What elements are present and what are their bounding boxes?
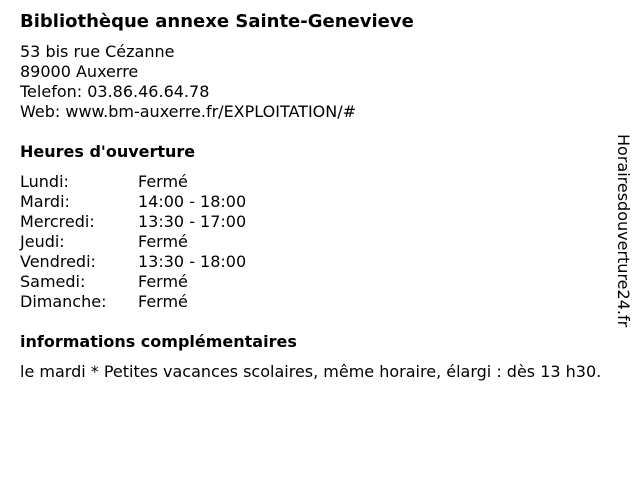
hours-row — [20, 192, 610, 212]
hours-value: Fermé — [138, 292, 188, 311]
day-label: Vendredi: — [20, 252, 96, 271]
address-street: 53 bis rue Cézanne — [20, 42, 175, 61]
opening-hours-title: Heures d'ouverture — [20, 142, 196, 161]
day-label: Jeudi: — [20, 232, 65, 251]
day-label: Samedi: — [20, 272, 86, 291]
hours-value: 13:30 - 18:00 — [138, 252, 247, 271]
address-city: 89000 Auxerre — [20, 62, 139, 81]
hours-row — [20, 272, 610, 292]
additional-info-title: informations complémentaires — [20, 332, 297, 351]
opening-hours-table — [20, 172, 610, 312]
hours-value: Fermé — [138, 172, 188, 191]
hours-row — [20, 252, 610, 272]
hours-row — [20, 292, 610, 312]
hours-row — [20, 172, 610, 192]
hours-value: 13:30 - 17:00 — [138, 212, 247, 231]
page-title: Bibliothèque annexe Sainte-Genevieve — [20, 11, 414, 32]
website: Web: www.bm-auxerre.fr/EXPLOITATION/# — [20, 102, 357, 121]
day-label: Mercredi: — [20, 212, 95, 231]
address-block — [20, 42, 610, 122]
site-watermark: Horairesdouverture24.fr — [614, 134, 633, 328]
hours-value: Fermé — [138, 272, 188, 291]
day-label: Dimanche: — [20, 292, 107, 311]
day-label: Mardi: — [20, 192, 70, 211]
day-label: Lundi: — [20, 172, 69, 191]
library-info — [20, 10, 610, 382]
hours-value: 14:00 - 18:00 — [138, 192, 247, 211]
hours-row — [20, 232, 610, 252]
hours-value: Fermé — [138, 232, 188, 251]
hours-row — [20, 212, 610, 232]
phone-number: Telefon: 03.86.46.64.78 — [20, 82, 210, 101]
additional-info-text: le mardi * Petites vacances scolaires, même horaire, élargi : dès 13 h30. — [20, 362, 602, 381]
